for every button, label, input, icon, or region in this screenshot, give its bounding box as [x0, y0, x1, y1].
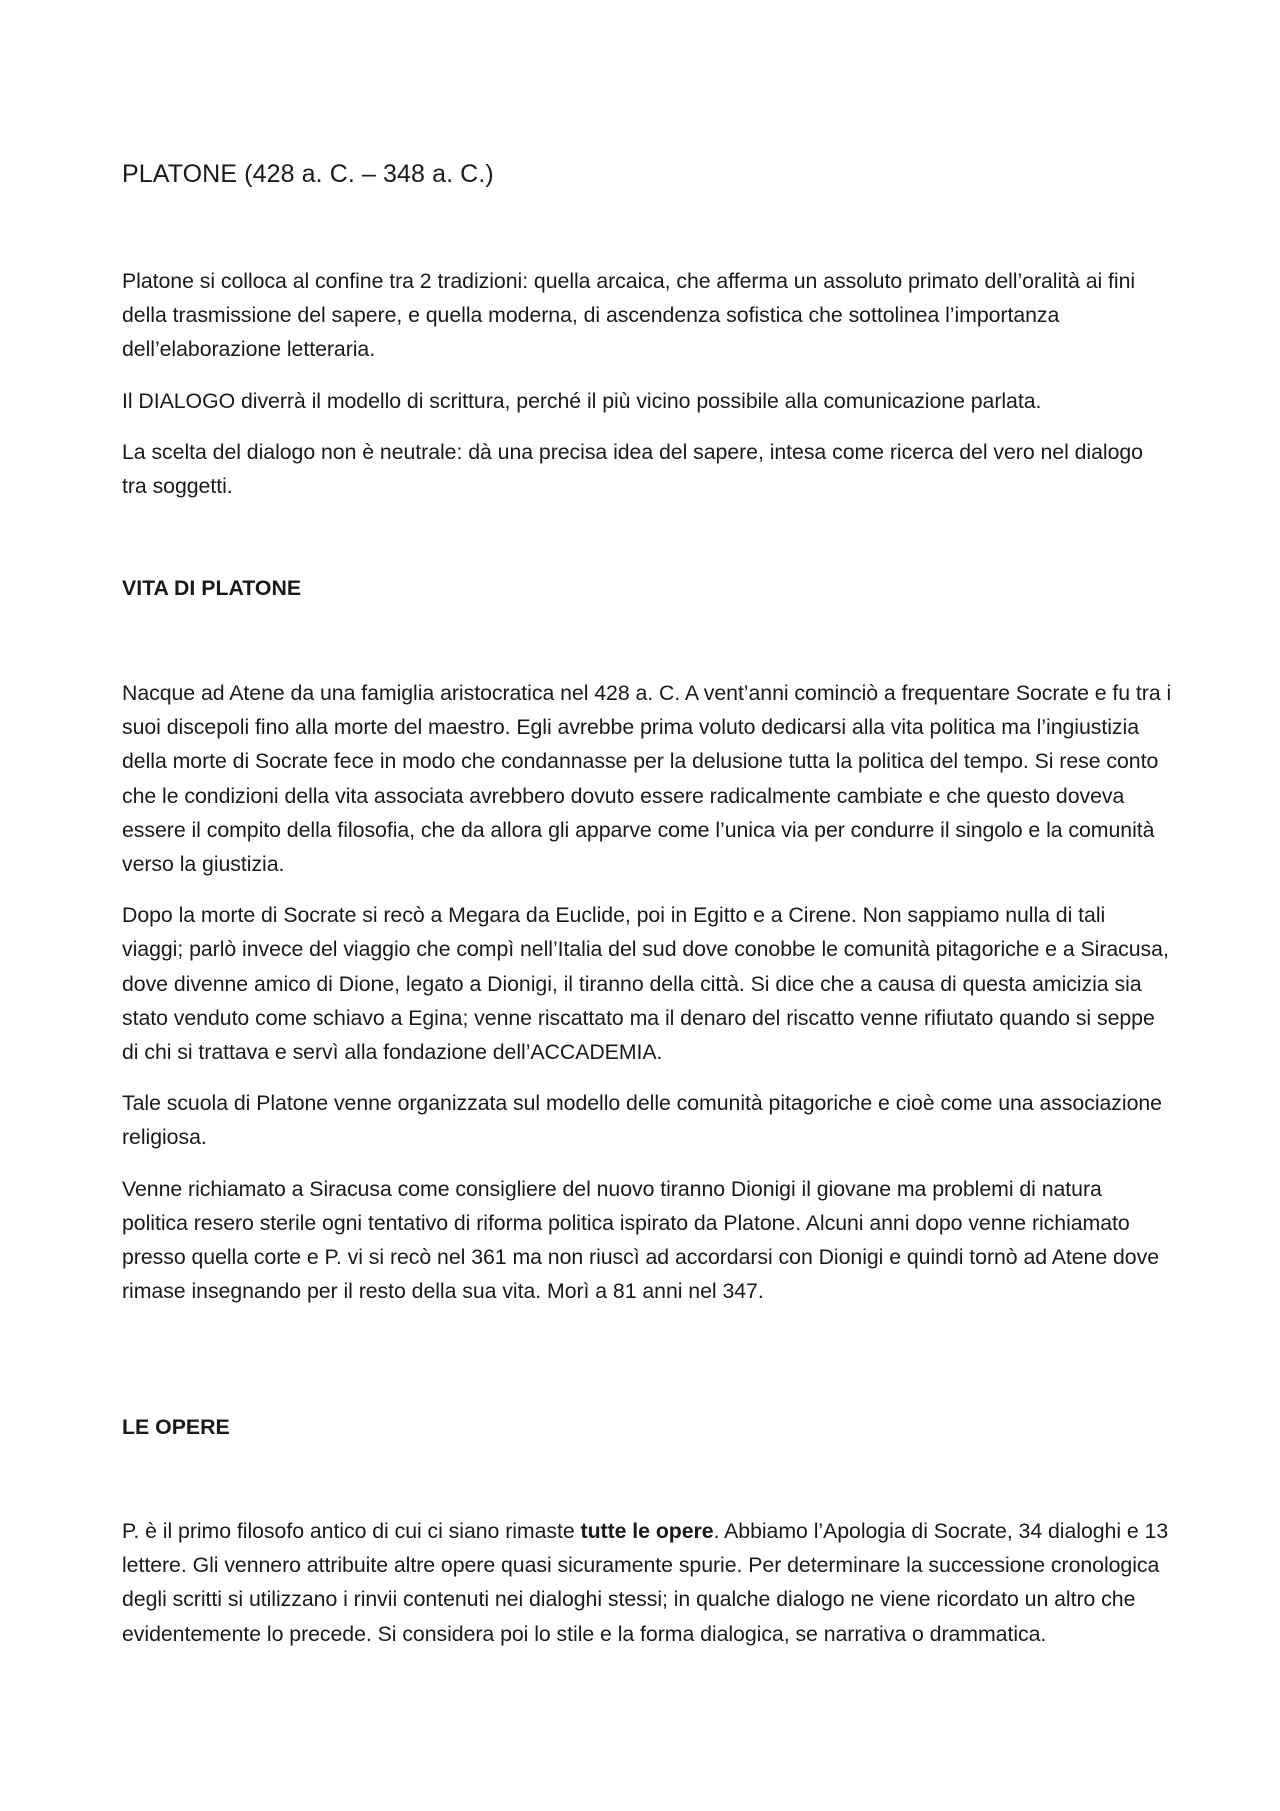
intro-paragraph-1: Platone si colloca al confine tra 2 tradizioni: quella arcaica, che afferma un assoluto primato dell’oralità ai fini della trasmissione del sapere, e quella moderna, di ascendenza sofistica che sottolinea l’importanza dell’elaborazione letteraria.	[122, 269, 1136, 362]
section-heading-opere: LE OPERE	[122, 1415, 230, 1439]
vita-paragraph-4: Venne richiamato a Siracusa come consigliere del nuovo tiranno Dionigi il giovane ma problemi di natura politica resero sterile ogni tentativo di riforma politica ispirato da Platone. Alcuni anni dopo venne richiamato presso quella corte e P. vi si recò nel 361 ma non riuscì ad accordarsi con Dionigi e quindi tornò ad Atene dove rimase insegnando per il resto della sua vita. Morì a 81 anni nel 347.	[122, 1176, 1159, 1304]
opere-text-after: . Abbiamo l’Apologia di Socrate, 34 dialoghi e 13 lettere. Gli vennero attribuite altre opere quasi sicuramente spurie. Per determinare la successione cronologica degli scritti si utilizzano i rinvii contenuti nei dialoghi stessi; in qualche dialogo ne viene ricordato un altro che evidentemente lo precede. Si considera poi lo stile e la forma dialogica, se narrativa o drammatica.	[122, 1519, 1169, 1646]
intro-paragraph-2: Il DIALOGO diverrà il modello di scrittura, perché il più vicino possibile alla comunicazione parlata.	[122, 388, 1042, 413]
opere-text-before: P. è il primo filosofo antico di cui ci siano rimaste	[122, 1519, 581, 1543]
vita-paragraph-2: Dopo la morte di Socrate si recò a Megara da Euclide, poi in Egitto e a Cirene. Non sappiamo nulla di tali viaggi; parlò invece del viaggio che compì nell’Italia del sud dove conobbe le comunità pitagoriche e a Siracusa, dove divenne amico di Dione, legato a Dionigi, il tiranno della città. Si dice che a causa di questa amicizia sia stato venduto come schiavo a Egina; venne riscattato ma il denaro del riscatto venne rifiutato quando si seppe di chi si trattava e servì alla fondazione dell’ACCADEMIA.	[122, 903, 1169, 1065]
opere-text-bold: tutte le opere	[580, 1519, 714, 1543]
opere-section	[122, 1514, 1172, 1668]
vita-section	[122, 676, 1172, 1325]
intro-section	[122, 264, 1172, 520]
vita-paragraph-3: Tale scuola di Platone venne organizzata sul modello delle comunità pitagoriche e cioè come una associazione religiosa.	[122, 1091, 1162, 1150]
opere-paragraph-1	[122, 1514, 1172, 1651]
vita-paragraph-1: Nacque ad Atene da una famiglia aristocratica nel 428 a. C. A vent’anni cominciò a frequentare Socrate e fu tra i suoi discepoli fino alla morte del maestro. Egli avrebbe prima voluto dedicarsi alla vita politica ma l’ingiustizia della morte di Socrate fece in modo che condannasse per la delusione tutta la politica del tempo. Si rese conto che le condizioni della vita associata avrebbero dovuto essere radicalmente cambiate e che questo doveva essere il compito della filosofia, che da allora gli apparve come l’unica via per condurre il singolo e la comunità verso la giustizia.	[122, 681, 1172, 877]
document-title: PLATONE (428 a. C. – 348 a. C.)	[122, 160, 494, 188]
intro-paragraph-3: La scelta del dialogo non è neutrale: dà una precisa idea del sapere, intesa come ricerca del vero nel dialogo tra soggetti.	[122, 439, 1143, 499]
section-heading-vita: VITA DI PLATONE	[122, 576, 302, 600]
